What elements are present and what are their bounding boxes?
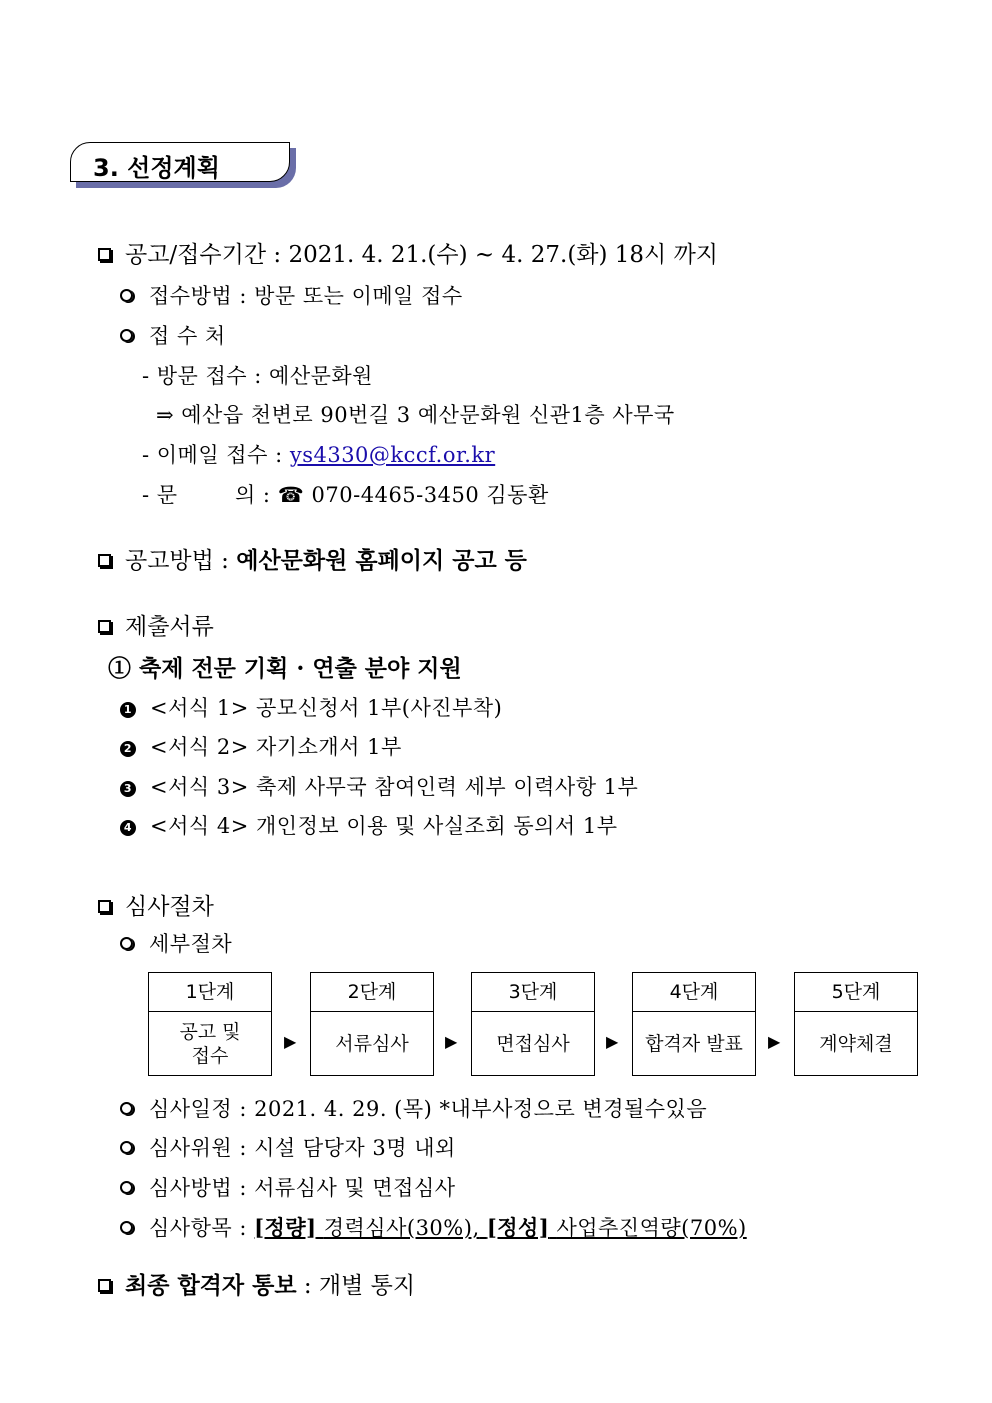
members-label: 심사위원 bbox=[149, 1136, 233, 1160]
quant-text: 경력심사(30%), bbox=[323, 1216, 480, 1240]
items-label: 심사항목 bbox=[149, 1216, 233, 1240]
form-text: 개인정보 이용 및 사실조회 동의서 1부 bbox=[256, 814, 618, 838]
period-value: 2021. 4. 21.(수) ~ 4. 27.(화) 18시 까지 bbox=[288, 242, 719, 268]
contact-value: 070-4465-3450 김동환 bbox=[311, 483, 549, 507]
arrow-right-icon: ▶ bbox=[445, 1032, 458, 1051]
review-label: 심사절차 bbox=[125, 894, 214, 920]
circle-bullet-icon bbox=[120, 1141, 133, 1154]
arrow-right-icon: ▶ bbox=[284, 1032, 297, 1051]
form-text: 공모신청서 1부(사진부착) bbox=[256, 696, 503, 720]
section-title-box bbox=[70, 142, 298, 190]
step-body: 면접심사 bbox=[496, 1033, 570, 1055]
step-head: 3단계 bbox=[472, 973, 594, 1012]
form-label: <서식 4> bbox=[150, 814, 249, 838]
email-label: - 이메일 접수 bbox=[142, 443, 268, 467]
announce-value: 예산문화원 홈페이지 공고 등 bbox=[236, 547, 527, 574]
form-label: <서식 3> bbox=[150, 775, 249, 799]
place-label: 접 수 처 bbox=[149, 324, 226, 348]
period-label: 공고/접수기간 bbox=[125, 242, 267, 268]
step-head: 5단계 bbox=[795, 973, 917, 1012]
form-label: <서식 2> bbox=[150, 735, 249, 759]
step-box-5 bbox=[794, 972, 918, 1076]
final-heading: 최종 합격자 통보 : 개별 통지 bbox=[98, 1267, 415, 1300]
review-method-label: 심사방법 bbox=[149, 1176, 233, 1200]
review-method-line: 심사방법 : 서류심사 및 면접심사 bbox=[120, 1172, 456, 1202]
schedule-label: 심사일정 bbox=[149, 1097, 233, 1121]
step-box-3 bbox=[471, 972, 595, 1076]
circle-bullet-icon bbox=[120, 289, 133, 302]
items-line: 심사항목 : [정량] 경력심사(30%), [정성] 사업추진역량(70%) bbox=[120, 1212, 747, 1242]
method-label: 접수방법 bbox=[149, 284, 233, 308]
checkbox-square-icon bbox=[98, 248, 111, 261]
number-4-icon: 4 bbox=[120, 820, 136, 836]
members-line: 심사위원 : 시설 담당자 3명 내외 bbox=[120, 1132, 456, 1162]
final-value: 개별 통지 bbox=[318, 1273, 416, 1299]
email-link[interactable]: ys4330@kccf.or.kr bbox=[289, 443, 496, 467]
checkbox-square-icon bbox=[98, 620, 111, 633]
circle-bullet-icon bbox=[120, 937, 133, 950]
place-line bbox=[120, 320, 226, 350]
circle-bullet-icon bbox=[120, 329, 133, 342]
form-text: 자기소개서 1부 bbox=[256, 735, 402, 759]
checkbox-square-icon bbox=[98, 554, 111, 567]
email-line: - 이메일 접수 : ys4330@kccf.or.kr bbox=[142, 443, 496, 467]
qual-tag: [정성] bbox=[486, 1215, 550, 1240]
method-line: 접수방법 : 방문 또는 이메일 접수 bbox=[120, 280, 463, 310]
document-item bbox=[120, 810, 618, 840]
step-body: 공고 및 접수 bbox=[179, 1021, 241, 1067]
step-body: 계약체결 bbox=[819, 1033, 893, 1055]
step-box-1 bbox=[148, 972, 272, 1076]
visit-value: 예산문화원 bbox=[269, 364, 373, 388]
circle-bullet-icon bbox=[120, 1221, 133, 1234]
documents-heading bbox=[98, 608, 214, 641]
review-heading bbox=[98, 888, 214, 921]
contact-label: - 문 의 bbox=[142, 483, 256, 507]
step-head: 2단계 bbox=[311, 973, 433, 1012]
step-box-4 bbox=[632, 972, 756, 1076]
arrow-right-icon: ▶ bbox=[606, 1032, 619, 1051]
number-3-icon: 3 bbox=[120, 781, 136, 797]
quant-tag: [정량] bbox=[254, 1215, 317, 1240]
title-frame bbox=[70, 142, 290, 182]
section-title: 3. 선정계획 bbox=[93, 154, 220, 182]
document-item bbox=[120, 771, 638, 801]
step-body: 서류심사 bbox=[335, 1033, 409, 1055]
documents-label: 제출서류 bbox=[125, 614, 214, 640]
period-heading: 공고/접수기간 : 2021. 4. 21.(수) ~ 4. 27.(화) 18시 까지 bbox=[98, 236, 718, 269]
circle-bullet-icon bbox=[120, 1102, 133, 1115]
detail-line bbox=[120, 928, 232, 958]
step-box-2 bbox=[310, 972, 434, 1076]
arrow-right-icon: ▶ bbox=[768, 1032, 781, 1051]
address-line: ⇒ 예산읍 천변로 90번길 3 예산문화원 신관1층 사무국 bbox=[156, 403, 675, 427]
method-value: 방문 또는 이메일 접수 bbox=[254, 284, 463, 308]
documents-subhead: ① 축제 전문 기획 · 연출 분야 지원 bbox=[108, 655, 462, 682]
number-2-icon: 2 bbox=[120, 741, 136, 757]
step-body: 합격자 발표 bbox=[645, 1033, 743, 1055]
review-method-value: 서류심사 및 면접심사 bbox=[254, 1176, 456, 1200]
contact-line: - 문 의 : ☎ 070-4465-3450 김동환 bbox=[142, 483, 549, 507]
document-item bbox=[120, 731, 402, 761]
final-label: 최종 합격자 통보 bbox=[125, 1272, 297, 1299]
step-head: 1단계 bbox=[149, 973, 271, 1012]
detail-label: 세부절차 bbox=[149, 932, 233, 956]
phone-icon: ☎ bbox=[277, 483, 305, 507]
announce-label: 공고방법 bbox=[125, 548, 214, 574]
document-item bbox=[120, 692, 502, 722]
checkbox-square-icon bbox=[98, 900, 111, 913]
form-text: 축제 사무국 참여인력 세부 이력사항 1부 bbox=[256, 775, 639, 799]
checkbox-square-icon bbox=[98, 1279, 111, 1292]
schedule-value: 2021. 4. 29. (목) *내부사정으로 변경될수있음 bbox=[254, 1097, 708, 1121]
step-head: 4단계 bbox=[633, 973, 755, 1012]
schedule-line: 심사일정 : 2021. 4. 29. (목) *내부사정으로 변경될수있음 bbox=[120, 1093, 707, 1123]
form-label: <서식 1> bbox=[150, 696, 249, 720]
visit-label: - 방문 접수 bbox=[142, 364, 248, 388]
announce-heading: 공고방법 : 예산문화원 홈페이지 공고 등 bbox=[98, 542, 527, 575]
circle-bullet-icon bbox=[120, 1181, 133, 1194]
qual-text: 사업추진역량(70%) bbox=[556, 1216, 747, 1240]
number-1-icon: 1 bbox=[120, 702, 136, 718]
visit-line: - 방문 접수 : 예산문화원 bbox=[142, 364, 373, 388]
members-value: 시설 담당자 3명 내외 bbox=[254, 1136, 456, 1160]
